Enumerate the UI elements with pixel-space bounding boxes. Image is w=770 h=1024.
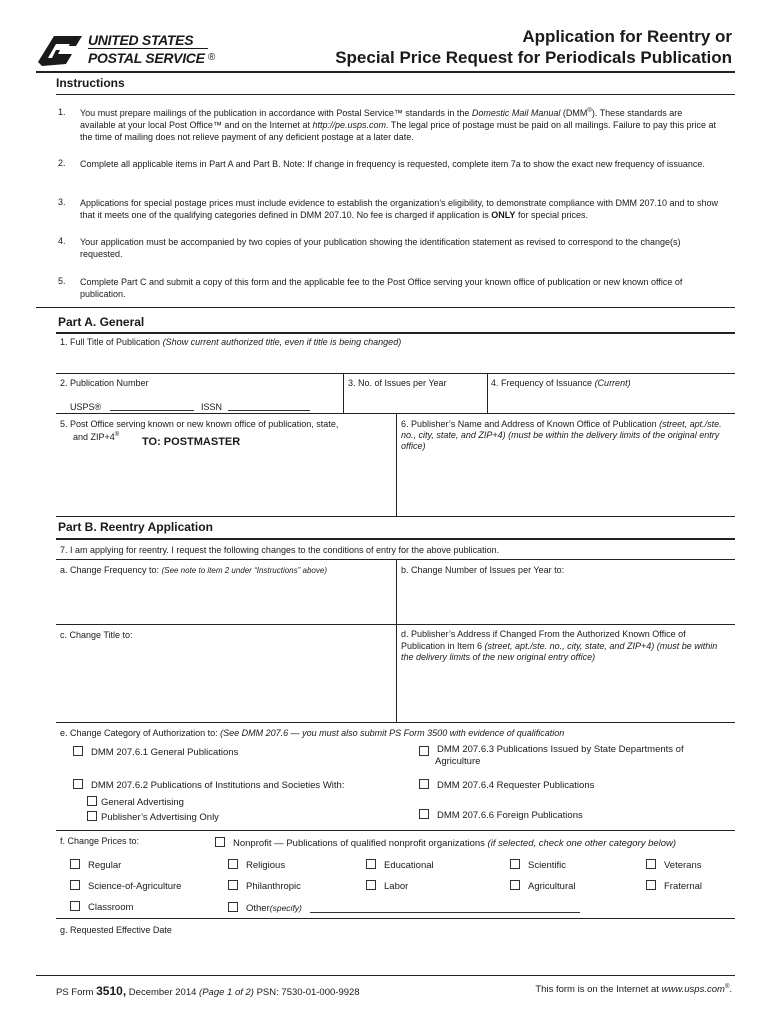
checkbox-general-advertising[interactable] <box>87 796 184 808</box>
checkbox-classroom[interactable] <box>70 901 133 913</box>
checkbox-veterans[interactable] <box>646 859 702 871</box>
option-label: General Advertising <box>101 797 184 808</box>
text-run: Applications for special postage prices must include evidence to establish the organization’s eligibility, to demonstrate compliance with DMM 207.10 and to show that it meets one of the qualifying categories defined in DMM 207.10. No fee is charged if application is <box>80 198 719 220</box>
change-issues-field[interactable] <box>400 578 733 622</box>
part-a-heading: Part A. General <box>58 315 145 329</box>
instruction-number: 1. <box>58 107 66 117</box>
option-label: Classroom <box>88 902 134 913</box>
checkbox-agricultural[interactable] <box>510 880 576 892</box>
option-label: DMM 207.6.3 Publications Issued by State Departments of Agriculture <box>435 744 684 767</box>
usps-website-link[interactable]: www.usps.com <box>661 984 725 996</box>
checkbox-icon <box>215 837 225 847</box>
change-title-field[interactable] <box>58 644 392 718</box>
instruction-text: Complete all applicable items in Part A and Part B. Note: If change in frequency is requested, complete item 7a to show the exact new frequency of issuance. <box>80 159 705 169</box>
change-title-label: c. Change Title to: <box>60 630 133 640</box>
option-label: DMM 207.6.6 Foreign Publications <box>437 810 583 821</box>
checkbox-icon <box>419 746 429 756</box>
text-run: a. Change Frequency to: <box>60 565 162 575</box>
option-label: Other <box>246 903 270 914</box>
frequency-field[interactable] <box>489 392 733 412</box>
item2-label: 2. Publication Number <box>60 378 149 388</box>
text-run: This form is on the Internet at <box>535 984 662 996</box>
issues-per-year-field[interactable] <box>345 392 485 412</box>
checkbox-religious[interactable] <box>228 859 285 871</box>
checkbox-icon <box>73 779 83 789</box>
checkbox-scientific[interactable] <box>510 859 566 871</box>
option-label: Educational <box>384 860 434 871</box>
change-frequency-label <box>60 565 327 575</box>
checkbox-icon <box>70 880 80 890</box>
eagle-icon <box>36 32 84 68</box>
text-run: (Current) <box>594 378 631 388</box>
checkbox-icon <box>646 859 656 869</box>
form-title-line2: Special Price Request for Periodicals Publication <box>335 48 732 67</box>
item3-label: 3. No. of Issues per Year <box>348 378 447 388</box>
text-run: 5. Post Office serving known or new known office of publication, state, <box>60 419 339 429</box>
text-run: (See DMM 207.6 — you must also submit PS Form 3500 with evidence of qualification <box>220 728 565 738</box>
option-label: Agricultural <box>528 881 576 892</box>
checkbox-regular[interactable] <box>70 859 121 871</box>
item1-label <box>60 337 401 347</box>
text-run: for special prices. <box>515 210 588 220</box>
logo-registered: ® <box>208 52 216 63</box>
option-label: Religious <box>246 860 286 871</box>
category-label <box>60 728 564 738</box>
publisher-address-field[interactable] <box>400 456 733 512</box>
to-postmaster: TO: POSTMASTER <box>142 436 241 448</box>
checkbox-icon <box>366 880 376 890</box>
instruction-text <box>80 105 720 143</box>
instruction-text <box>80 197 720 221</box>
checkbox-icon <box>366 859 376 869</box>
item6-label <box>401 419 735 452</box>
checkbox-icon <box>419 809 429 819</box>
checkbox-icon <box>70 901 80 911</box>
text-run: December 2014 <box>126 987 200 998</box>
text-run: . The legal price of postage must be paid on all mailings. Failure to pay this price at the time of mailing does not relieve payment of any deficient postage at a later date. <box>80 120 717 142</box>
text-run: Domestic Mail Manual <box>471 108 561 118</box>
change-frequency-field[interactable] <box>58 578 392 622</box>
text-run: (Show current authorized title, even if title is being changed) <box>162 337 402 347</box>
option-label: Nonprofit — Publications of qualified nonprofit organizations <box>233 838 488 849</box>
checkbox-icon <box>419 779 429 789</box>
text-run: ® <box>114 432 120 438</box>
instructions-heading: Instructions <box>56 76 125 90</box>
option-note: (specify) <box>269 903 302 913</box>
change-address-label <box>401 629 731 664</box>
checkbox-philanthropic[interactable] <box>228 880 301 892</box>
usps-number-field[interactable] <box>110 400 194 411</box>
other-specify-field[interactable] <box>310 902 580 913</box>
checkbox-dmm-2076-3[interactable] <box>419 744 709 768</box>
issn-field[interactable] <box>228 400 310 411</box>
logo-line1: UNITED STATES <box>88 32 194 48</box>
checkbox-icon <box>70 859 80 869</box>
option-label: Fraternal <box>664 881 703 892</box>
text-run: PSN: 7530-01-000-9928 <box>253 987 360 998</box>
text-run: ONLY <box>491 210 516 220</box>
instruction-number: 5. <box>58 276 66 286</box>
usps-label: USPS® <box>70 402 102 412</box>
post-office-field[interactable] <box>58 452 392 512</box>
checkbox-dmm-2076-4[interactable] <box>419 779 594 791</box>
text-run: ). These standards are available at your local Post Office™ and on the Internet at <box>80 108 683 130</box>
footer-internet <box>535 984 732 995</box>
part-b-heading: Part B. Reentry Application <box>58 520 213 534</box>
text-run: ® <box>724 984 730 990</box>
checkbox-dmm-2076-2[interactable] <box>73 779 344 791</box>
option-label: Philanthropic <box>246 881 301 892</box>
text-run: (street, apt./ste. no., city, state, and ZIP+4) (must be within the delivery limits of the new original entry office) <box>401 640 718 662</box>
checkbox-icon <box>87 811 97 821</box>
checkbox-icon <box>87 796 97 806</box>
instruction-number: 4. <box>58 236 66 246</box>
form-title-line1: Application for Reentry or <box>522 27 732 46</box>
checkbox-nonprofit[interactable] <box>215 837 676 849</box>
checkbox-dmm-2076-6[interactable] <box>419 809 583 821</box>
option-label: Scientific <box>528 860 567 871</box>
form-number: 3510, <box>96 984 127 998</box>
text-run: . <box>729 984 732 996</box>
instruction-text: Your application must be accompanied by two copies of your publication showing the identification statement as revised to correspond to the change(s) requested. <box>80 237 681 259</box>
checkbox-icon <box>228 859 238 869</box>
footer-form-id <box>56 984 360 998</box>
logo-line2: POSTAL SERVICE <box>88 50 205 66</box>
checkbox-icon <box>228 880 238 890</box>
change-address-field[interactable] <box>400 666 733 718</box>
usps-logo <box>36 32 226 70</box>
option-note: (if selected, check one other category below) <box>487 838 677 849</box>
checkbox-fraternal[interactable] <box>646 880 702 892</box>
option-label: DMM 207.6.1 General Publications <box>91 747 239 758</box>
usps-link: http://pe.usps.com <box>312 120 387 130</box>
checkbox-icon <box>646 880 656 890</box>
text-run: 6. Publisher’s Name and Address of Known Office of Publication <box>401 419 660 429</box>
text-run: ® <box>587 108 592 114</box>
option-label: DMM 207.6.4 Requester Publications <box>437 780 595 791</box>
text-run: d. Publisher’s Address if Changed From the Authorized Known Office of Publication in Item 6 <box>401 629 686 651</box>
checkbox-science-of-agriculture[interactable] <box>70 880 181 892</box>
checkbox-icon <box>73 746 83 756</box>
option-label: Regular <box>88 860 122 871</box>
effective-date-label: g. Requested Effective Date <box>60 925 172 935</box>
instruction-text: Complete Part C and submit a copy of this form and the applicable fee to the Post Office serving your known office of publication or new known office of publication. <box>80 277 683 299</box>
effective-date-field[interactable] <box>58 938 733 966</box>
option-label: Labor <box>384 881 409 892</box>
change-issues-label: b. Change Number of Issues per Year to: <box>401 565 565 575</box>
text-run: (DMM <box>560 108 588 118</box>
change-prices-label: f. Change Prices to: <box>60 836 140 846</box>
checkbox-icon <box>510 859 520 869</box>
text-run: PS Form <box>56 987 97 998</box>
text-run: and ZIP+4 <box>73 432 115 442</box>
page-indicator: (Page 1 of 2) <box>199 987 254 998</box>
option-label: DMM 207.6.2 Publications of Institutions and Societies With: <box>91 780 345 791</box>
text-run: e. Change Category of Authorization to: <box>60 728 221 738</box>
text-run: 4. Frequency of Issuance <box>491 378 595 388</box>
checkbox-icon <box>228 902 238 912</box>
checkbox-publishers-advertising[interactable] <box>87 811 219 823</box>
checkbox-other[interactable] <box>228 902 302 914</box>
option-label: Veterans <box>664 860 702 871</box>
checkbox-labor[interactable] <box>366 880 408 892</box>
text-run: (See note to item 2 under “Instructions” above) <box>161 566 327 575</box>
text-run: (street, apt./ste. no., city, state, and ZIP+4) (must be within the delivery limits of the original entry office) <box>401 419 722 451</box>
instruction-number: 3. <box>58 197 66 207</box>
full-title-field[interactable] <box>56 350 735 372</box>
text-run: You must prepare mailings of the publication in accordance with Postal Service™ standards in the <box>80 108 472 118</box>
issn-label: ISSN <box>201 402 223 412</box>
instruction-number: 2. <box>58 158 66 168</box>
option-label: Science-of-Agriculture <box>88 881 182 892</box>
checkbox-icon <box>510 880 520 890</box>
item7-label: 7. I am applying for reentry. I request the following changes to the conditions of entry for the above publication. <box>60 545 500 555</box>
checkbox-dmm-2076-1[interactable] <box>73 746 238 758</box>
option-label: Publisher’s Advertising Only <box>101 812 219 823</box>
text-run: 1. Full Title of Publication <box>60 337 163 347</box>
item4-label <box>491 378 631 388</box>
checkbox-educational[interactable] <box>366 859 434 871</box>
